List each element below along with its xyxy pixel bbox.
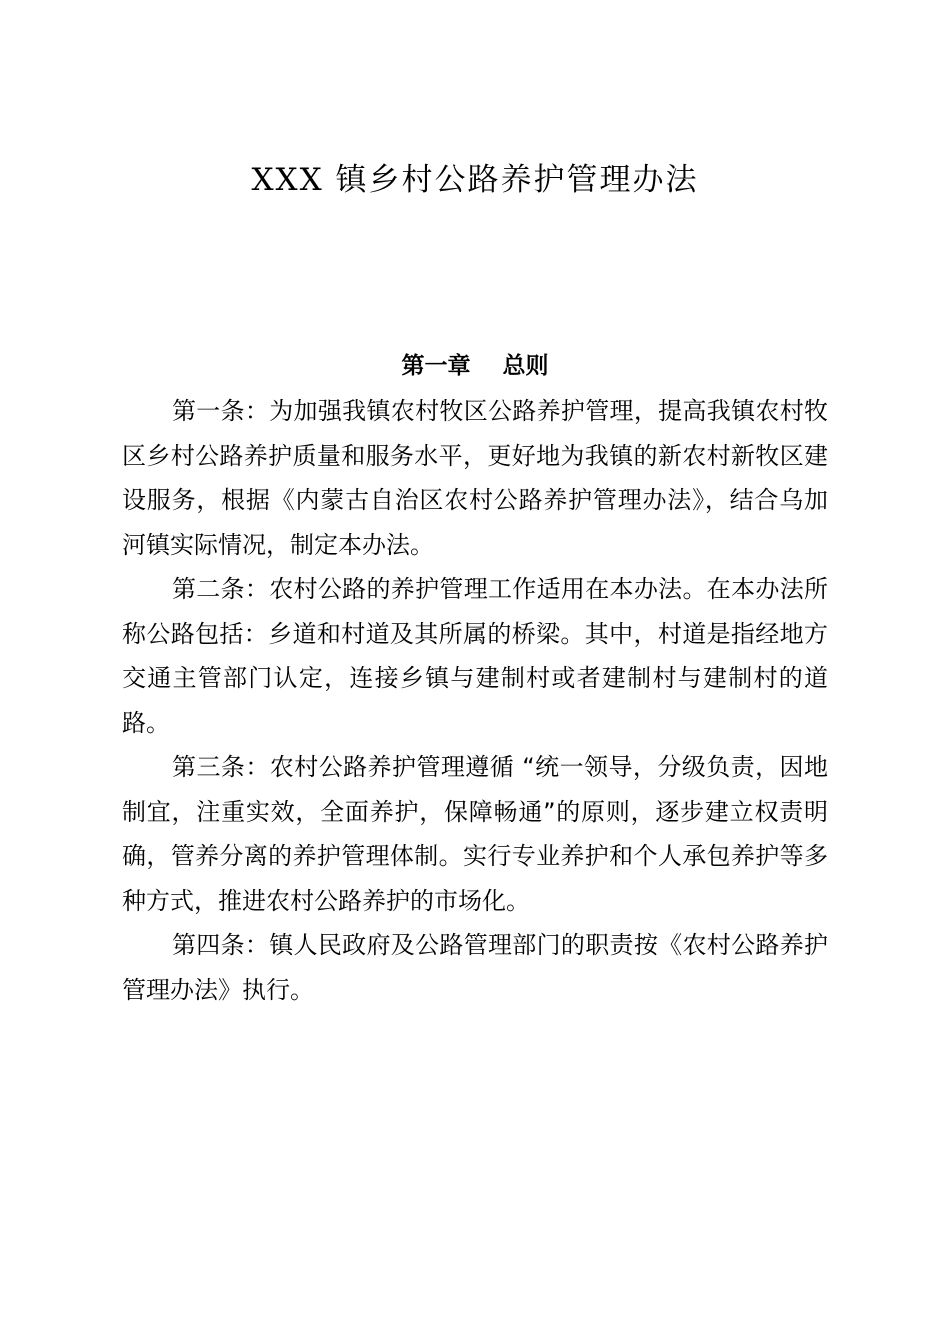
- chapter-heading: 第一章 总则: [401, 353, 549, 379]
- article-4: 第四条：镇人民政府及公路管理部门的职责按《农村公路养护管理办法》执行。: [122, 931, 828, 1004]
- article-2: 第二条：农村公路的养护管理工作适用在本办法。在本办法所称公路包括：乡道和村道及其所属的桥梁。其中，村道是指经地方交通主管部门认定，连接乡镇与建制村或者建制村与建制村的道路。: [122, 575, 828, 737]
- article-1: 第一条：为加强我镇农村牧区公路养护管理，提高我镇农村牧区乡村公路养护质量和服务水平，更好地为我镇的新农村新牧区建设服务，根据《内蒙古自治区农村公路养护管理办法》，结合乌加河镇实际情况，制定本办法。: [122, 397, 828, 559]
- document-body: [122, 389, 828, 1012]
- article-3: 第三条：农村公路养护管理遵循 “统一领导，分级负责，因地制宜，注重实效，全面养护，保障畅通”的原则，逐步建立权责明确，管养分离的养护管理体制。实行专业养护和个人承包养护等多种方式，推进农村公路养护的市场化。: [122, 753, 828, 915]
- document-title: XXX 镇乡村公路养护管理办法: [251, 162, 699, 198]
